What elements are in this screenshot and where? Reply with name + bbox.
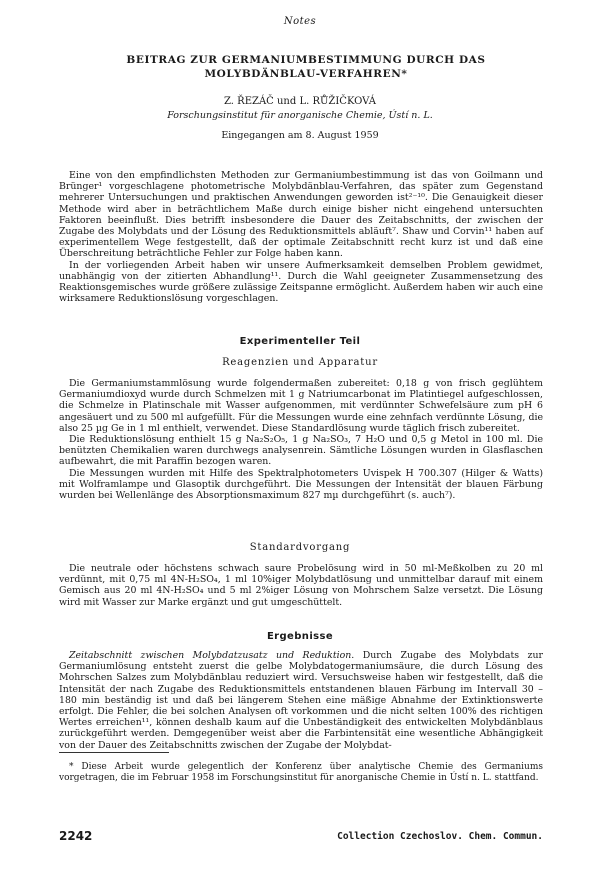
subsection-heading-reagents: Reagenzien und Apparatur	[222, 357, 378, 368]
footnote-divider	[59, 752, 169, 753]
results-section	[59, 650, 543, 751]
reagents-paragraph-2: Die Reduktionslösung enthielt 15 g Na₂S₂O₅, 1 g Na₂SO₃, 7 H₂O und 0,5 g Metol in 100 ml. Die benützten Chemikalien waren durchwegs analysenrein. Sämtliche Lösungen wurden in Glasflaschen aufbewahrt, die mit Paraffin bezogen waren.	[59, 434, 543, 468]
procedure-section	[59, 563, 543, 608]
page-number: 2242	[59, 829, 93, 843]
reagents-paragraph-3: Die Messungen wurden mit Hilfe des Spektralphotometers Uvispek H 700.307 (Hilger & Watts) mit Wolframlampe und Glasoptik durchgeführt. Die Messungen der Intensität der blauen Färbung wurden bei Wellenlänge des Absorptionsmaximum 827 mµ durchgeführt (s. auch⁷).	[59, 467, 543, 502]
running-header: Notes	[283, 16, 317, 27]
reagents-section	[59, 378, 543, 501]
journal-name: Collection Czechoslov. Chem. Commun.	[337, 831, 543, 842]
intro-paragraph-1: Eine von den empfindlichsten Methoden zur Germaniumbestimmung ist das von Goilmann und Brünger¹ vorgeschlagene photometrische Molybdänblau-Verfahren, das später zum Gegenstand mehrerer Untersuchungen und praktischen Anwendungen geworden ist²⁻¹⁰. Die Genauigkeit dieser Methode wird aber in beträchtlichem Maße durch einige bisher nicht eingehend untersuchten Faktoren beeinflußt. Dies betrifft insbesondere die Dauer des Zeitabschnitts, der zwischen der Zugabe des Molybdats und der Lösung des Reduktionsmittels abläuft⁷. Shaw und Corvin¹¹ haben auf experimentellem Wege festgestellt, daß der optimale Zeitabschnitt recht kurz ist und daß eine Überschreitung beträchtliche Fehler zur Folge haben kann.	[59, 170, 543, 260]
section-heading-experimental: Experimenteller Teil	[239, 336, 361, 347]
procedure-paragraph: Die neutrale oder höchstens schwach saure Probelösung wird in 50 ml-Meßkolben zu 20 ml verdünnt, mit 0,75 ml 4N-H₂SO₄, 1 ml 10%iger Molybdatlösung und unmittelbar darauf mit einem Gemisch aus 20 ml 4N-H₂SO₄ und 5 ml 2%iger Lösung von Mohrschem Salze versetzt. Die Lösung wird mit Wasser zur Marke ergänzt und gut umgeschüttelt.	[59, 563, 543, 608]
footnote: * Diese Arbeit wurde gelegentlich der Konferenz über analytische Chemie des Germaniums vorgetragen, die im Februar 1958 im Forschungsinstitut für anorganische Chemie in Ústí n. L. stattfand.	[59, 762, 543, 783]
results-text: Durch Zugabe des Molybdats zur Germaniumlösung entsteht zuerst die gelbe Molybdatogermaniumsäure, die durch Lösung des Mohrschen Salzes zum Molybdänblau reduziert wird. Versuchsweise haben wir festgestellt, daß die Intensität der nach Zugabe des Reduktionsmittels entstandenen blauen Färbung im Intervall 30 – 180 min beständig ist und daß bei längerem Stehen eine mäßige Abnahme der Extinktionswerte erfolgt. Die Fehler, die bei solchen Analysen oft vorkommen und die nicht selten 100% des richtigen Wertes erreichen¹¹, können deshalb kaum auf die Unbeständigkeit des entwickelten Molybdänblaus zurückgeführt werden. Demgegenüber weist aber die Farbintensität eine wesentliche Abhängigkeit von der Dauer des Zeitabschnitts zwischen der Zugabe der Molybdat-	[59, 650, 543, 751]
article-authors: Z. ŘEZÁČ und L. RŮŽIČKOVÁ	[224, 96, 376, 107]
results-lead: Zeitabschnitt zwischen Molybdatzusatz und Reduktion.	[69, 650, 355, 661]
received-date: Eingegangen am 8. August 1959	[221, 130, 379, 141]
article-institute: Forschungsinstitut für anorganische Chemie, Ústí n. L.	[167, 110, 433, 121]
intro-section	[59, 170, 543, 304]
results-paragraph	[59, 650, 543, 751]
subsection-heading-procedure: Standardvorgang	[249, 542, 351, 553]
intro-paragraph-2: In der vorliegenden Arbeit haben wir unsere Aufmerksamkeit demselben Problem gewidmet, unabhängig von der zitierten Abhandlung¹¹. Durch die Wahl geeigneter Zusammensetzung des Reaktionsgemisches wurde größere zulässige Zeitspanne ermöglicht. Außerdem haben wir auch eine wirksamere Reduktionslösung vorgeschlagen.	[59, 259, 543, 305]
section-heading-results: Ergebnisse	[266, 631, 334, 642]
reagents-paragraph-1: Die Germaniumstammlösung wurde folgendermaßen zubereitet: 0,18 g von frisch geglühtem Germaniumdioxyd wurde durch Schmelzen mit 1 g Natriumcarbonat im Platintiegel aufgeschlossen, die Schmelze in Platinschale mit Wasser aufgenommen, mit verdünnter Schwefelsäure zum pH 6 angesäuert und zu 500 ml aufgefüllt. Für die Messungen wurde eine zehnfach verdünnte Lösung, die also 25 µg Ge in 1 ml enthielt, verwendet. Diese Standardlösung wurde täglich frisch zubereitet.	[59, 378, 543, 434]
article-title: BEITRAG ZUR GERMANIUMBESTIMMUNG DURCH DAS MOLYBDÄNBLAU-VERFAHREN*	[126, 54, 486, 80]
